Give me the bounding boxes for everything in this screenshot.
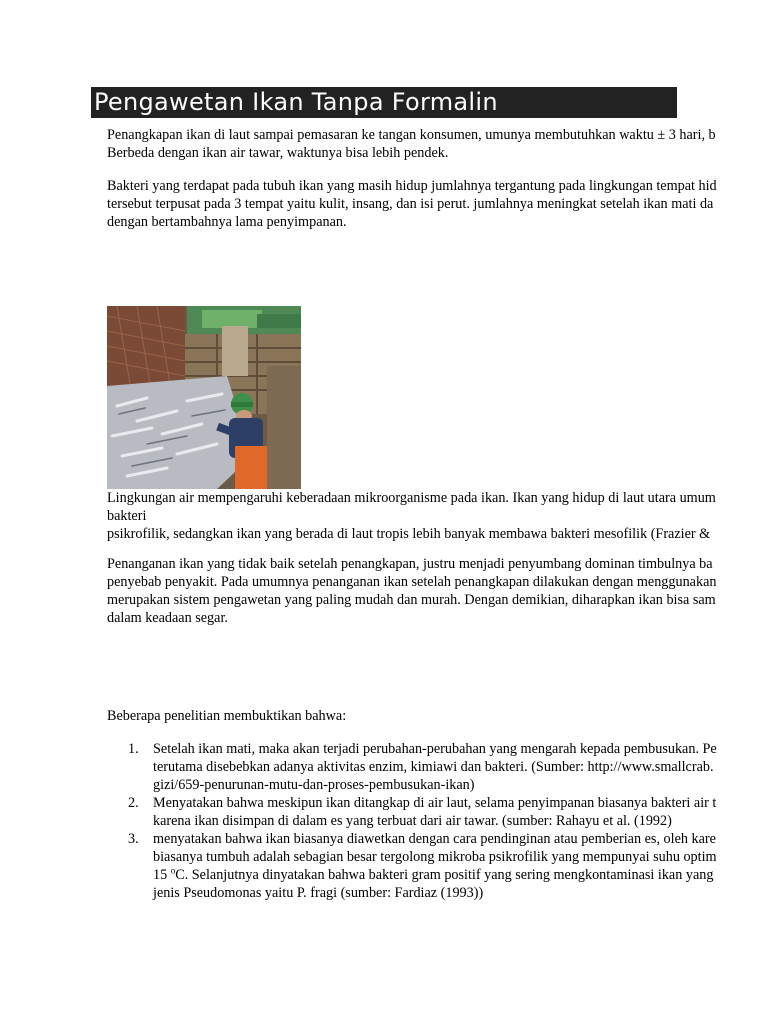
paragraph-line: psikrofilik, sedangkan ikan yang berada di laut tropis lebih banyak membawa bakteri mesofilik (Frazier & — [107, 526, 711, 542]
paragraph-intro — [107, 126, 768, 162]
paragraph-line: dalam keadaan segar. — [107, 610, 228, 626]
list-item — [107, 830, 768, 902]
temperature-value: 15 — [153, 867, 171, 883]
paragraph-line: Lingkungan air mempengaruhi keberadaan mikroorganisme pada ikan. Ikan yang hidup di laut utara umum — [107, 490, 716, 506]
fish-catch-photo — [107, 306, 301, 489]
list-item-line: karena ikan disimpan di dalam es yang terbuat dari air tawar. (sumber: Rahayu et al. (1992) — [153, 813, 672, 829]
list-item-number: 2. — [128, 795, 139, 811]
list-item-line: Menyatakan bahwa meskipun ikan ditangkap di air laut, selama penyimpanan biasanya bakteri air t — [153, 795, 717, 811]
paragraph-line: dengan bertambahnya lama penyimpanan. — [107, 214, 347, 230]
list-item-temperature-line — [153, 866, 768, 884]
paragraph-line: bakteri — [107, 508, 147, 524]
paragraph-line: Penangkapan ikan di laut sampai pemasaran ke tangan konsumen, umunya membutuhkan waktu ± 3 hari, b — [107, 127, 716, 143]
list-item-line: menyatakan bahwa ikan biasanya diawetkan dengan cara pendinginan atau pemberian es, oleh kare — [153, 831, 716, 847]
paragraph-line: tersebut terpusat pada 3 tempat yaitu kulit, insang, dan isi perut. jumlahnya meningkat setelah ikan mati da — [107, 196, 714, 212]
paragraph-research-intro: Beberapa penelitian membuktikan bahwa: — [107, 708, 347, 724]
paragraph-line: Berbeda dengan ikan air tawar, waktunya bisa lebih pendek. — [107, 145, 449, 161]
list-item-line: biasanya tumbuh adalah sebagian besar tergolong mikroba psikrofilik yang mempunyai suhu optim — [153, 849, 717, 865]
list-item-line: jenis Pseudomonas yaitu P. fragi (sumber: Fardiaz (1993)) — [153, 885, 484, 901]
degree-superscript: o — [170, 865, 176, 876]
paragraph-environment — [107, 489, 768, 543]
list-item-line: Setelah ikan mati, maka akan terjadi perubahan-perubahan yang mengarah kepada pembusukan. Pe — [153, 741, 717, 757]
list-item — [107, 740, 768, 794]
list-item-number: 1. — [128, 741, 139, 757]
document-title-text: Pengawetan Ikan Tanpa Formalin — [94, 88, 498, 116]
document-title — [91, 87, 677, 118]
paragraph-line: merupakan sistem pengawetan yang paling mudah dan murah. Dengan demikian, diharapkan ikan bisa sam — [107, 592, 716, 608]
list-item-number: 3. — [128, 831, 139, 847]
temperature-text: C. Selanjutnya dinyatakan bahwa bakteri gram positif yang sering mengkontaminasi ikan yang — [175, 867, 714, 883]
list-item-line: gizi/659-penurunan-mutu-dan-proses-pembusukan-ikan) — [153, 777, 475, 793]
list-item-line: terutama disebebkan adanya aktivitas enzim, kimiawi dan bakteri. (Sumber: http://www.smallcrab. — [153, 759, 714, 775]
paragraph-line: Bakteri yang terdapat pada tubuh ikan yang masih hidup jumlahnya tergantung pada lingkungan tempat hid — [107, 178, 717, 194]
paragraph-line: Penanganan ikan yang tidak baik setelah penangkapan, justru menjadi penyumbang dominan timbulnya ba — [107, 556, 713, 572]
paragraph-bacteria — [107, 177, 768, 231]
paragraph-handling — [107, 555, 768, 627]
list-item — [107, 794, 768, 830]
paragraph-line: penyebab penyakit. Pada umumnya penanganan ikan setelah penangkapan dilakukan dengan menggunakan — [107, 574, 717, 590]
research-list — [107, 740, 768, 902]
